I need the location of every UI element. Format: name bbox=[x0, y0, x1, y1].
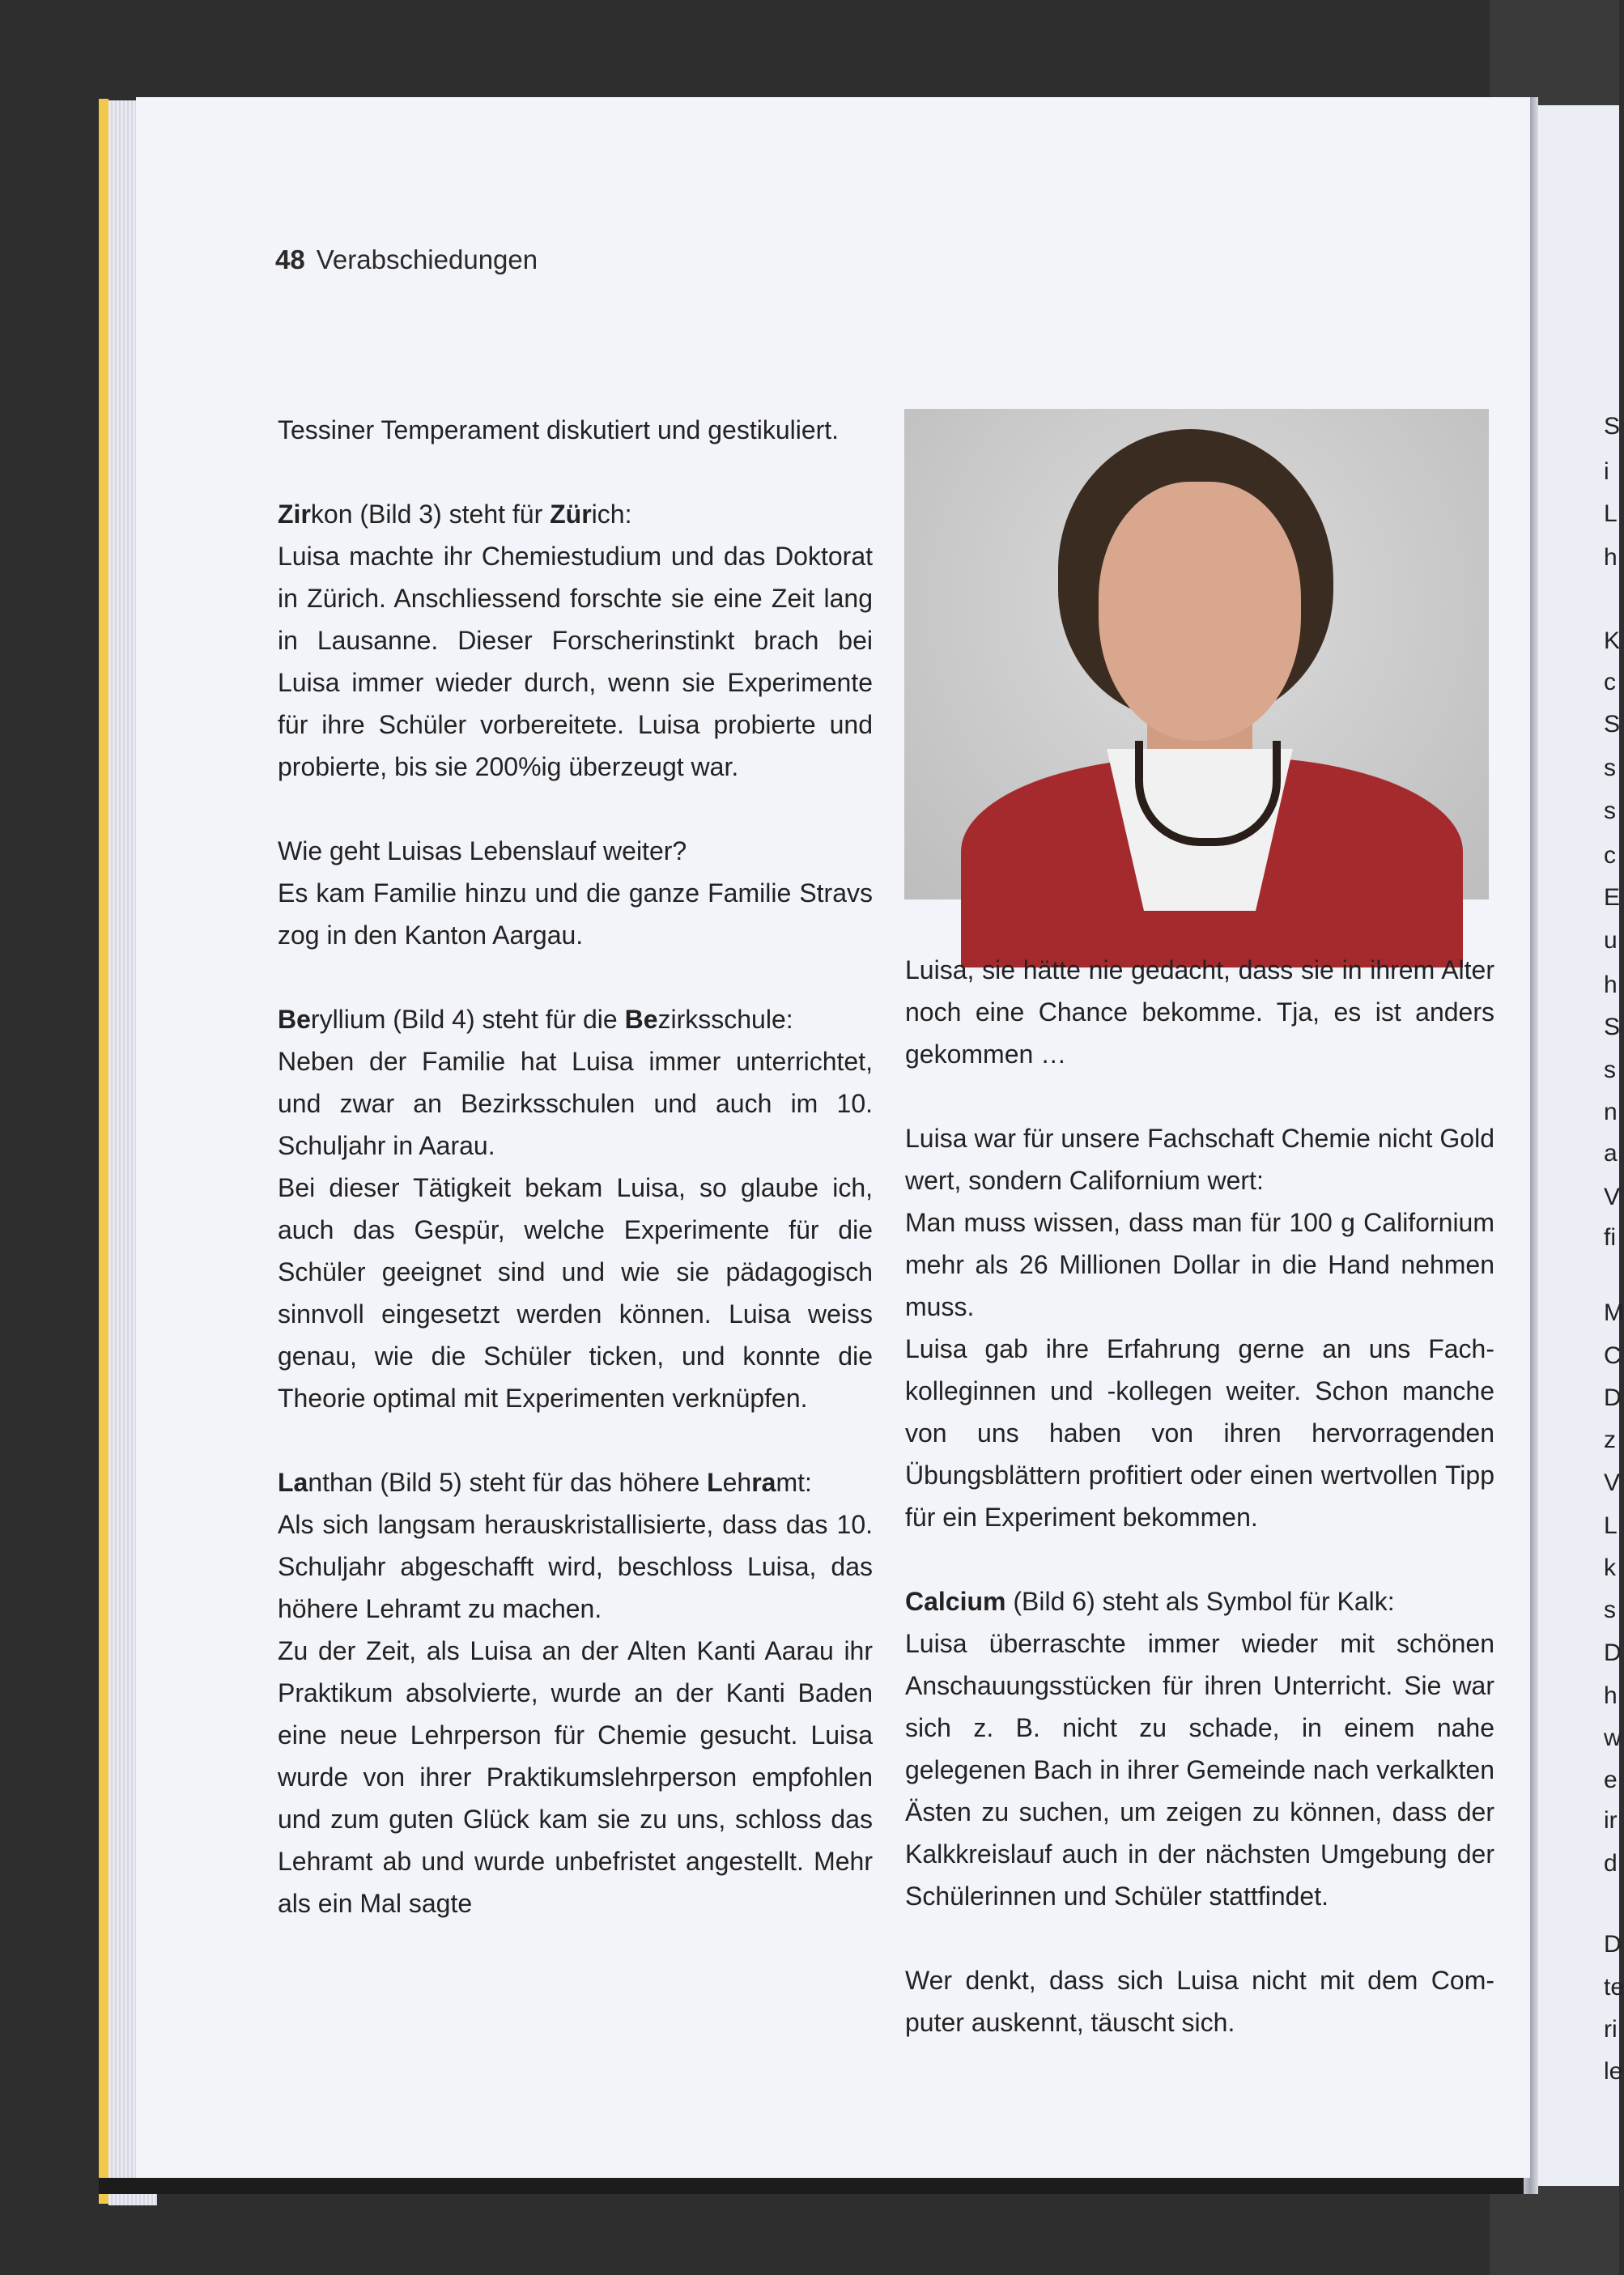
page-number: 48 bbox=[275, 245, 305, 274]
text-run: Luisa gab ihre Erfahrung gerne an uns Fachkolleginnen und -kollegen weiter. Schon manche von uns haben von ihren hervorragenden Übungsblättern profitiert oder einen wertvollen Tipp für ein Experiment bekommen. bbox=[905, 1334, 1494, 1532]
next-page-fragment: L bbox=[1604, 1512, 1618, 1539]
bold-text: Be bbox=[278, 1005, 311, 1034]
next-page-fragment: C bbox=[1604, 1342, 1622, 1369]
text-run: Luisa, sie hätte nie gedacht, dass sie in ihrem Alter noch eine Chance bekomme. Tja, es ist anders gekommen … bbox=[905, 955, 1494, 1069]
next-page-fragment: fi bbox=[1604, 1224, 1616, 1251]
next-page-fragment: D bbox=[1604, 1931, 1622, 1958]
paragraph bbox=[278, 535, 873, 788]
text-run: eh bbox=[722, 1468, 752, 1497]
next-page-fragment: i bbox=[1604, 458, 1609, 485]
text-run: Neben der Familie hat Luisa immer unterrichtet, und zwar an Bezirksschulen und auch im 10. Schuljahr in Aarau. bbox=[278, 1047, 873, 1160]
bottom-shadow bbox=[99, 2178, 1524, 2194]
next-page-fragment: c bbox=[1604, 669, 1616, 695]
next-page-fragment: ri bbox=[1604, 2016, 1618, 2043]
paragraph bbox=[278, 1630, 873, 1924]
text-run: Wer denkt, dass sich Luisa nicht mit dem Computer auskennt, täuscht sich. bbox=[905, 1966, 1494, 2037]
next-page-fragment: a bbox=[1604, 1140, 1618, 1167]
bold-text: L bbox=[707, 1468, 723, 1497]
bold-text: Calcium bbox=[905, 1587, 1006, 1616]
next-page-fragment: s bbox=[1604, 797, 1616, 824]
paragraph-gap bbox=[278, 788, 873, 830]
next-page-fragment: c bbox=[1604, 842, 1616, 869]
next-page-fragment: ir bbox=[1604, 1807, 1618, 1834]
next-page-fragment: S bbox=[1604, 413, 1621, 440]
next-page-fragment: h bbox=[1604, 544, 1618, 571]
text-run: kon (Bild 3) steht für bbox=[310, 500, 551, 529]
paragraph bbox=[278, 409, 873, 451]
next-page-fragment: u bbox=[1604, 927, 1618, 954]
next-page bbox=[1534, 105, 1624, 2186]
text-run: Luisa machte ihr Chemiestudium und das Doktorat in Zürich. Anschliessend forschte sie eine Zeit lang in Lausanne. Dieser Forscherinstinkt brach bei Luisa immer wieder durch, wenn sie Experimente für ihre Schüler vorbereitete. Luisa probierte und probierte, bis sie 200%ig überzeugt war. bbox=[278, 542, 873, 781]
next-page-fragment: h bbox=[1604, 972, 1618, 998]
paragraph-gap bbox=[905, 1538, 1494, 1580]
paragraph bbox=[278, 1040, 873, 1167]
paragraph-gap bbox=[278, 956, 873, 998]
text-run: mt: bbox=[776, 1468, 812, 1497]
paragraph bbox=[278, 1461, 873, 1503]
next-page-fragment: te bbox=[1604, 1974, 1624, 2001]
paragraph bbox=[278, 872, 873, 956]
text-run: ryllium (Bild 4) steht für die bbox=[310, 1005, 625, 1034]
paragraph bbox=[278, 1167, 873, 1419]
paragraph bbox=[905, 1328, 1494, 1538]
next-page-fragment: s bbox=[1604, 1057, 1616, 1083]
paragraph bbox=[905, 1580, 1494, 1622]
text-run: Luisa überraschte immer wieder mit schönen Anschauungsstücken für ihren Unterricht. Sie war sich z. B. nicht zu schade, in einem nahe gelegenen Bach in ihrer Gemeinde nach verkalkten Ästen zu suchen, um zeigen zu können, dass der Kalkkreislauf auch in der nächsten Umgebung der Schülerinnen und Schüler stattfindet. bbox=[905, 1629, 1494, 1911]
paragraph bbox=[278, 830, 873, 872]
next-page-fragment: le bbox=[1604, 2058, 1623, 2085]
text-run: Es kam Familie hinzu und die ganze Familie Stravs zog in den Kanton Aargau. bbox=[278, 878, 873, 950]
paragraph bbox=[905, 1959, 1494, 2043]
next-page-fragment: w bbox=[1604, 1724, 1622, 1751]
next-page-fragment: S bbox=[1604, 711, 1621, 738]
bold-text: Zir bbox=[278, 500, 311, 529]
bold-text: Be bbox=[624, 1005, 658, 1034]
text-run: Bei dieser Tätigkeit bekam Luisa, so glaube ich, auch das Gespür, welche Experimente für die Schüler geeignet sind und wie sie pädagogisch sinnvoll eingesetzt werden können. Luisa weiss genau, wie die Schüler ticken, und konnte die Theorie optimal mit Experimenten verknüpfen. bbox=[278, 1173, 873, 1413]
cover-edge bbox=[99, 99, 108, 2204]
next-page-fragment: D bbox=[1604, 1384, 1622, 1411]
text-run: Zu der Zeit, als Luisa an der Alten Kanti Aarau ihr Praktikum absolvierte, wurde an der Kanti Baden eine neue Lehrperson für Chemie gesucht. Luisa wurde von ihrer Praktikumslehrperson empfohlen und zum guten Glück kam sie zu uns, schloss das Lehramt ab und wurde unbefristet angestellt. Mehr als ein Mal sagte bbox=[278, 1636, 873, 1918]
text-run: Tessiner Temperament diskutiert und gestikuliert. bbox=[278, 415, 840, 444]
text-run: Man muss wissen, dass man für 100 g Californium mehr als 26 Millionen Dollar in die Hand nehmen muss. bbox=[905, 1208, 1494, 1321]
paragraph bbox=[905, 1117, 1494, 1201]
next-page-fragment: V bbox=[1604, 1184, 1621, 1210]
bold-text: La bbox=[278, 1468, 308, 1497]
next-page-fragment: k bbox=[1604, 1554, 1616, 1581]
next-page-fragment: K bbox=[1604, 627, 1621, 654]
paragraph bbox=[278, 998, 873, 1040]
running-head bbox=[275, 245, 538, 275]
text-run: Wie geht Luisas Lebenslauf weiter? bbox=[278, 836, 687, 865]
paragraph bbox=[278, 493, 873, 535]
paragraph bbox=[905, 1201, 1494, 1328]
paragraph bbox=[278, 1503, 873, 1630]
next-page-fragment: E bbox=[1604, 884, 1621, 911]
right-text-column bbox=[905, 949, 1494, 2043]
next-page-fragment: h bbox=[1604, 1682, 1618, 1709]
section-title: Verabschiedungen bbox=[316, 245, 538, 274]
next-page-fragment: z bbox=[1604, 1427, 1616, 1453]
next-page-fragment: s bbox=[1604, 1597, 1616, 1623]
left-text-column bbox=[278, 409, 873, 1924]
text-run: (Bild 6) steht als Symbol für Kalk: bbox=[1005, 1587, 1395, 1616]
text-run: Als sich langsam herauskristallisierte, dass das 10. Schuljahr abgeschafft wird, beschloss Luisa, das höhere Lehramt zu machen. bbox=[278, 1510, 873, 1623]
bold-text: Zür bbox=[550, 500, 592, 529]
next-page-fragment: S bbox=[1604, 1014, 1621, 1040]
next-page-fragment: s bbox=[1604, 755, 1616, 781]
text-run: zirksschule: bbox=[657, 1005, 793, 1034]
bold-text: ra bbox=[751, 1468, 776, 1497]
paragraph-gap bbox=[278, 451, 873, 493]
next-page-fragment: L bbox=[1604, 500, 1618, 527]
paragraph-gap bbox=[278, 1419, 873, 1461]
paragraph bbox=[905, 949, 1494, 1075]
photo-face bbox=[1099, 482, 1301, 741]
next-page-fragment: M bbox=[1604, 1299, 1624, 1326]
next-page-fragment: n bbox=[1604, 1099, 1618, 1125]
portrait-photo bbox=[904, 409, 1489, 899]
paragraph bbox=[905, 1622, 1494, 1917]
next-page-fragment: V bbox=[1604, 1469, 1621, 1496]
text-run: ich: bbox=[591, 500, 632, 529]
next-page-fragment: d bbox=[1604, 1850, 1618, 1877]
paragraph-gap bbox=[905, 1075, 1494, 1117]
next-page-fragment: D bbox=[1604, 1639, 1622, 1666]
next-page-fragment: e bbox=[1604, 1767, 1618, 1793]
text-run: Luisa war für unsere Fachschaft Chemie nicht Gold wert, sondern Californium wert: bbox=[905, 1124, 1494, 1195]
text-run: nthan (Bild 5) steht für das höhere bbox=[308, 1468, 708, 1497]
paragraph-gap bbox=[905, 1917, 1494, 1959]
